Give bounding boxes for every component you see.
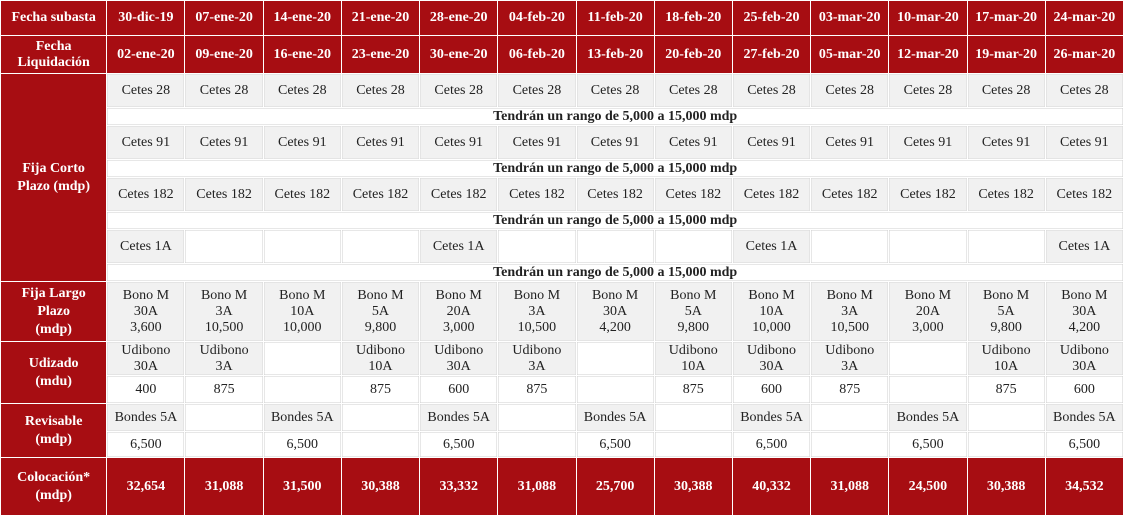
colocacion-total: 25,700 — [576, 458, 654, 516]
bondes-cell — [654, 404, 732, 432]
bono-term: 20A — [915, 304, 940, 319]
bono-m-cell — [185, 282, 263, 342]
bondes-amount: 6,500 — [420, 432, 498, 458]
range-row — [1, 264, 1124, 282]
udibono-amount: 875 — [654, 376, 732, 404]
udibono-amount: 400 — [107, 376, 185, 404]
bono-m-cell — [1045, 282, 1123, 342]
fija-corto-plazo-label: Fija Corto Plazo (mdp) — [1, 74, 107, 282]
bondes-cell: Bondes 5A — [576, 404, 654, 432]
settlement-date: 09-ene-20 — [185, 36, 263, 74]
range-note: Tendrán un rango de 5,000 a 15,000 mdp — [107, 212, 1124, 230]
colocacion-total: 31,088 — [498, 458, 576, 516]
instrument-cell: Cetes 28 — [185, 74, 263, 108]
header-row-subasta — [1, 1, 1124, 36]
bono-amount: 4,200 — [599, 320, 631, 335]
udibono-cell — [420, 342, 498, 376]
udibono-amount: 875 — [811, 376, 889, 404]
bondes-cell — [341, 404, 419, 432]
auction-date: 25-feb-20 — [732, 1, 810, 36]
instrument-cell: Cetes 28 — [263, 74, 341, 108]
bondes-cell: Bondes 5A — [107, 404, 185, 432]
settlement-date: 20-feb-20 — [654, 36, 732, 74]
auction-date: 14-ene-20 — [263, 1, 341, 36]
instrument-cell — [576, 230, 654, 264]
fija-largo-plazo-label: Fija Largo Plazo (mdp) — [1, 282, 107, 342]
instrument-cell: Cetes 28 — [576, 74, 654, 108]
udibono-amount: 875 — [185, 376, 263, 404]
settlement-date: 27-feb-20 — [732, 36, 810, 74]
bono-term: 30A — [1072, 304, 1097, 319]
udibono-term: 30A — [759, 358, 784, 374]
bono-instrument: Bono M — [122, 288, 170, 303]
udibono-cell — [185, 342, 263, 376]
auction-date: 24-mar-20 — [1045, 1, 1123, 36]
colocacion-total: 31,088 — [185, 458, 263, 516]
instrument-cell: Cetes 182 — [654, 178, 732, 212]
bono-term: 3A — [215, 304, 233, 319]
auction-date: 04-feb-20 — [498, 1, 576, 36]
udibono-instrument: Udibono — [121, 342, 171, 358]
colocacion-total: 30,388 — [967, 458, 1045, 516]
udibono-amount — [576, 376, 654, 404]
udibono-amount: 875 — [498, 376, 576, 404]
udibono-cell — [341, 342, 419, 376]
bono-term: 3A — [841, 304, 859, 319]
instrument-cell: Cetes 28 — [420, 74, 498, 108]
bono-amount: 10,500 — [830, 320, 869, 335]
udibono-cell — [732, 342, 810, 376]
settlement-date: 12-mar-20 — [889, 36, 967, 74]
settlement-date: 02-ene-20 — [107, 36, 185, 74]
udibono-cell — [967, 342, 1045, 376]
instrument-cell: Cetes 1A — [732, 230, 810, 264]
instrument-cell — [811, 230, 889, 264]
auction-date: 28-ene-20 — [420, 1, 498, 36]
bono-instrument: Bono M — [591, 288, 639, 303]
instrument-cell: Cetes 91 — [498, 126, 576, 160]
instrument-cell — [341, 230, 419, 264]
udibono-cell — [107, 342, 185, 376]
bono-m-cell — [498, 282, 576, 342]
udibono-cell — [654, 342, 732, 376]
bondes-amount — [654, 432, 732, 458]
row-udibono-amount — [1, 376, 1124, 404]
bondes-cell — [967, 404, 1045, 432]
row-cetes182 — [1, 178, 1124, 212]
bondes-cell: Bondes 5A — [732, 404, 810, 432]
instrument-cell: Cetes 182 — [420, 178, 498, 212]
udizado-label: Udizado (mdu) — [1, 342, 107, 404]
udibono-term: 10A — [368, 358, 393, 374]
instrument-cell — [967, 230, 1045, 264]
udibono-instrument: Udibono — [747, 342, 796, 358]
bono-amount: 9,800 — [990, 320, 1022, 335]
udibono-term: 3A — [841, 358, 859, 374]
bono-amount: 4,200 — [1068, 320, 1101, 335]
bono-term: 30A — [133, 304, 158, 319]
bono-term: 5A — [371, 304, 390, 319]
instrument-cell: Cetes 28 — [498, 74, 576, 108]
udibono-amount: 875 — [967, 376, 1045, 404]
instrument-cell: Cetes 91 — [811, 126, 889, 160]
instrument-cell: Cetes 182 — [967, 178, 1045, 212]
bono-amount: 3,600 — [130, 320, 162, 335]
settlement-date: 19-mar-20 — [967, 36, 1045, 74]
bondes-amount: 6,500 — [889, 432, 967, 458]
udibono-amount — [889, 376, 967, 404]
instrument-cell: Cetes 182 — [811, 178, 889, 212]
auction-date: 11-feb-20 — [576, 1, 654, 36]
revisable-label: Revisable (mdp) — [1, 404, 107, 458]
settlement-date: 23-ene-20 — [341, 36, 419, 74]
fecha-subasta-label: Fecha subasta — [1, 1, 107, 36]
bono-instrument: Bono M — [904, 288, 952, 303]
udibono-term: 3A — [215, 358, 233, 374]
auction-date: 03-mar-20 — [811, 1, 889, 36]
range-row — [1, 160, 1124, 178]
bondes-cell — [498, 404, 576, 432]
bondes-amount: 6,500 — [576, 432, 654, 458]
settlement-date: 05-mar-20 — [811, 36, 889, 74]
bono-instrument: Bono M — [357, 288, 404, 303]
udibono-cell — [1045, 342, 1123, 376]
bondes-amount — [185, 432, 263, 458]
instrument-cell: Cetes 91 — [967, 126, 1045, 160]
instrument-cell: Cetes 28 — [341, 74, 419, 108]
bono-m-cell — [811, 282, 889, 342]
bondes-cell — [811, 404, 889, 432]
bono-term: 30A — [603, 304, 628, 319]
instrument-cell: Cetes 1A — [107, 230, 185, 264]
udibono-instrument: Udibono — [434, 342, 484, 358]
colocacion-total: 40,332 — [732, 458, 810, 516]
instrument-cell: Cetes 1A — [1045, 230, 1123, 264]
udibono-instrument: Udibono — [668, 342, 718, 358]
range-row — [1, 212, 1124, 230]
colocacion-total: 31,500 — [263, 458, 341, 516]
udibono-amount: 875 — [341, 376, 419, 404]
bono-m-cell — [341, 282, 419, 342]
colocacion-total: 30,388 — [654, 458, 732, 516]
bondes-amount — [498, 432, 576, 458]
settlement-date: 30-ene-20 — [420, 36, 498, 74]
settlement-date: 26-mar-20 — [1045, 36, 1123, 74]
bondes-cell: Bondes 5A — [420, 404, 498, 432]
instrument-cell: Cetes 91 — [654, 126, 732, 160]
bondes-amount — [811, 432, 889, 458]
row-bono-m — [1, 282, 1124, 342]
bono-m-cell — [889, 282, 967, 342]
udibono-amount — [263, 376, 341, 404]
instrument-cell: Cetes 91 — [732, 126, 810, 160]
udibono-cell — [263, 342, 341, 376]
instrument-cell — [498, 230, 576, 264]
auction-date: 18-feb-20 — [654, 1, 732, 36]
auction-date: 17-mar-20 — [967, 1, 1045, 36]
bondes-amount: 6,500 — [1045, 432, 1123, 458]
instrument-cell — [263, 230, 341, 264]
instrument-cell: Cetes 28 — [107, 74, 185, 108]
bono-m-cell — [107, 282, 185, 342]
udibono-instrument: Udibono — [1059, 342, 1109, 358]
bono-amount: 10,500 — [204, 320, 244, 335]
instrument-cell — [889, 230, 967, 264]
instrument-cell: Cetes 182 — [263, 178, 341, 212]
instrument-cell: Cetes 28 — [889, 74, 967, 108]
colocacion-total: 33,332 — [420, 458, 498, 516]
instrument-cell: Cetes 91 — [420, 126, 498, 160]
bono-m-cell — [654, 282, 732, 342]
instrument-cell: Cetes 182 — [889, 178, 967, 212]
bono-term: 5A — [684, 304, 702, 319]
auction-date: 10-mar-20 — [889, 1, 967, 36]
bono-term: 20A — [446, 304, 471, 319]
header-row-liquidacion — [1, 36, 1124, 74]
instrument-cell: Cetes 91 — [107, 126, 185, 160]
settlement-date: 06-feb-20 — [498, 36, 576, 74]
udibono-term: 10A — [681, 358, 706, 374]
instrument-cell: Cetes 28 — [732, 74, 810, 108]
udibono-term: 3A — [528, 358, 546, 374]
settlement-date: 13-feb-20 — [576, 36, 654, 74]
instrument-cell — [654, 230, 732, 264]
row-cetes91 — [1, 126, 1124, 160]
bono-term: 3A — [528, 304, 546, 319]
bono-m-cell — [732, 282, 810, 342]
bono-amount: 3,000 — [912, 320, 944, 335]
range-row — [1, 108, 1124, 126]
udibono-instrument: Udibono — [512, 342, 562, 358]
instrument-cell: Cetes 91 — [1045, 126, 1123, 160]
colocacion-total: 24,500 — [889, 458, 967, 516]
bono-term: 10A — [759, 304, 784, 319]
instrument-cell: Cetes 182 — [1045, 178, 1123, 212]
instrument-cell — [185, 230, 263, 264]
bondes-cell: Bondes 5A — [1045, 404, 1123, 432]
bono-amount: 3,000 — [442, 320, 475, 335]
udibono-cell — [498, 342, 576, 376]
instrument-cell: Cetes 182 — [107, 178, 185, 212]
bono-instrument: Bono M — [826, 288, 873, 303]
instrument-cell: Cetes 91 — [263, 126, 341, 160]
bono-instrument: Bono M — [200, 288, 248, 303]
instrument-cell: Cetes 91 — [889, 126, 967, 160]
bondes-cell: Bondes 5A — [263, 404, 341, 432]
bono-m-cell — [263, 282, 341, 342]
bondes-amount: 6,500 — [732, 432, 810, 458]
bono-instrument: Bono M — [1061, 288, 1108, 303]
instrument-cell: Cetes 91 — [576, 126, 654, 160]
bono-instrument: Bono M — [670, 288, 717, 303]
colocacion-label: Colocación* (mdp) — [1, 458, 107, 516]
auction-date: 07-ene-20 — [185, 1, 263, 36]
auction-date: 30-dic-19 — [107, 1, 185, 36]
udibono-term: 30A — [133, 358, 158, 374]
udibono-term: 30A — [1072, 358, 1097, 374]
udibono-instrument: Udibono — [981, 342, 1031, 358]
bondes-amount: 6,500 — [107, 432, 185, 458]
row-colocacion — [1, 458, 1124, 516]
row-bondes-amount — [1, 432, 1124, 458]
bondes-amount — [341, 432, 419, 458]
bono-m-cell — [967, 282, 1045, 342]
udibono-amount: 600 — [420, 376, 498, 404]
udibono-cell — [811, 342, 889, 376]
udibono-instrument: Udibono — [199, 342, 249, 358]
auction-date: 21-ene-20 — [341, 1, 419, 36]
instrument-cell: Cetes 91 — [341, 126, 419, 160]
udibono-instrument: Udibono — [825, 342, 875, 358]
bono-term: 5A — [997, 304, 1015, 319]
instrument-cell: Cetes 182 — [498, 178, 576, 212]
fecha-liquidacion-label: Fecha Liquidación — [1, 36, 107, 74]
bondes-amount: 6,500 — [263, 432, 341, 458]
bono-instrument: Bono M — [748, 288, 795, 303]
bono-amount: 9,800 — [364, 320, 397, 335]
instrument-cell: Cetes 28 — [967, 74, 1045, 108]
bono-amount: 10,000 — [283, 320, 322, 335]
instrument-cell: Cetes 91 — [185, 126, 263, 160]
row-cetes1a — [1, 230, 1124, 264]
udibono-term: 10A — [994, 358, 1019, 374]
colocacion-total: 32,654 — [107, 458, 185, 516]
udibono-instrument: Udibono — [355, 342, 405, 358]
udibono-cell — [889, 342, 967, 376]
instrument-cell: Cetes 28 — [654, 74, 732, 108]
colocacion-total: 34,532 — [1045, 458, 1123, 516]
udibono-amount: 600 — [1045, 376, 1123, 404]
bondes-amount — [967, 432, 1045, 458]
bono-instrument: Bono M — [513, 288, 561, 303]
udibono-amount: 600 — [732, 376, 810, 404]
range-note: Tendrán un rango de 5,000 a 15,000 mdp — [107, 108, 1124, 126]
instrument-cell: Cetes 182 — [341, 178, 419, 212]
instrument-cell: Cetes 28 — [1045, 74, 1123, 108]
bono-m-cell — [420, 282, 498, 342]
udibono-term: 30A — [446, 358, 471, 374]
instrument-cell: Cetes 28 — [811, 74, 889, 108]
instrument-cell: Cetes 182 — [732, 178, 810, 212]
bono-amount: 10,000 — [752, 320, 791, 335]
instrument-cell: Cetes 182 — [185, 178, 263, 212]
row-bondes — [1, 404, 1124, 432]
bono-instrument: Bono M — [435, 288, 482, 303]
udibono-cell — [576, 342, 654, 376]
bono-term: 10A — [290, 304, 315, 319]
range-note: Tendrán un rango de 5,000 a 15,000 mdp — [107, 264, 1124, 282]
range-note: Tendrán un rango de 5,000 a 15,000 mdp — [107, 160, 1124, 178]
bono-amount: 10,500 — [517, 320, 557, 335]
bono-instrument: Bono M — [279, 288, 326, 303]
bono-amount: 9,800 — [677, 320, 710, 335]
instrument-cell: Cetes 1A — [420, 230, 498, 264]
row-udibono — [1, 342, 1124, 376]
colocacion-total: 31,088 — [811, 458, 889, 516]
bondes-cell: Bondes 5A — [889, 404, 967, 432]
bono-instrument: Bono M — [982, 288, 1030, 303]
colocacion-total: 30,388 — [341, 458, 419, 516]
settlement-date: 16-ene-20 — [263, 36, 341, 74]
bono-m-cell — [576, 282, 654, 342]
instrument-cell: Cetes 182 — [576, 178, 654, 212]
bondes-cell — [185, 404, 263, 432]
row-cetes28 — [1, 74, 1124, 108]
